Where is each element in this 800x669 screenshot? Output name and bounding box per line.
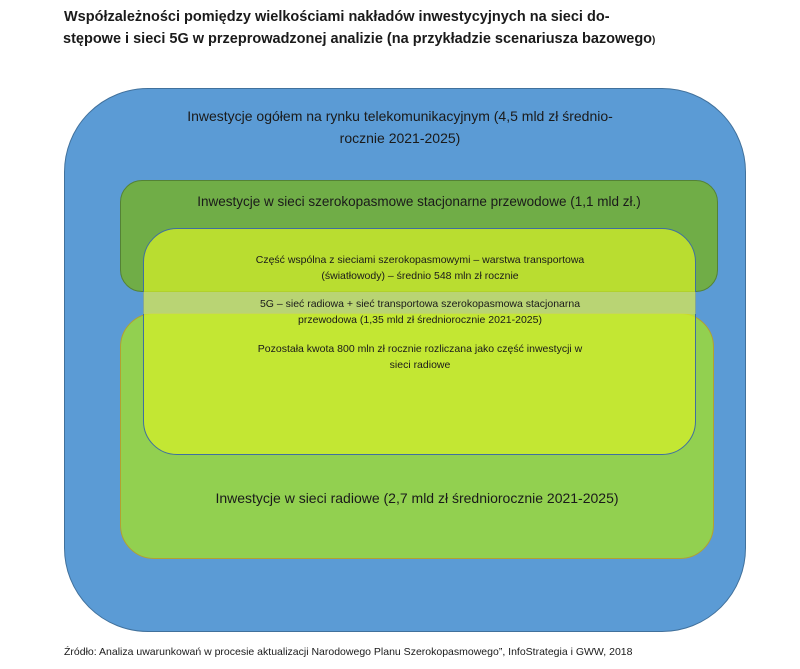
5g-total-line-1: 5G – sieć radiowa + sieć transportowa szerokopasmowa stacjonarna bbox=[259, 298, 581, 310]
5g-total-line-2: przewodowa (1,35 mld zł średniorocznie 2021-2025) bbox=[298, 314, 542, 326]
total-telecom-line-1: Inwestycje ogółem na rynku telekomunikacyjnym (4,5 mld zł średnio- bbox=[187, 108, 613, 124]
title-line-2 bbox=[63, 28, 704, 52]
5g-total-text bbox=[200, 296, 640, 328]
radio-investment-label: Inwestycje w sieci radiowe (2,7 mld zł średniorocznie 2021-2025) bbox=[215, 490, 619, 506]
5g-remaining-text bbox=[200, 341, 640, 373]
total-telecom-line-2: rocznie 2021-2025) bbox=[339, 130, 461, 146]
fixed-broadband-investment-label: Inwestycje w sieci szerokopasmowe stacjonarne przewodowe (1,1 mld zł.) bbox=[197, 194, 641, 209]
title-line-2-text: stępowe i sieci 5G w przeprowadzonej analizie (na przykładzie scenariusza bazowego bbox=[63, 31, 653, 47]
5g-shared-part-text bbox=[200, 252, 640, 284]
source-note: Źródło: Analiza uwarunkowań w procesie aktualizacji Narodowego Planu Szerokopasmowego”, InfoStrategia i GWW, 2018 bbox=[64, 646, 633, 658]
diagram-title bbox=[64, 6, 704, 52]
5g-remaining-line-1: Pozostała kwota 800 mln zł rocznie rozliczana jako część inwestycji w bbox=[257, 343, 583, 355]
5g-remaining-line-2: sieci radiowe bbox=[389, 359, 451, 371]
5g-shared-line-1: Część wspólna z sieciami szerokopasmowymi – warstwa transportowa bbox=[255, 254, 585, 266]
total-telecom-investment-label bbox=[170, 105, 630, 149]
title-line-1: Współzależności pomiędzy wielkościami nakładów inwestycyjnych na sieci do- bbox=[64, 9, 610, 25]
title-close-paren: ) bbox=[652, 35, 656, 46]
5g-shared-line-2: (światłowody) – średnio 548 mln zł rocznie bbox=[321, 270, 519, 282]
